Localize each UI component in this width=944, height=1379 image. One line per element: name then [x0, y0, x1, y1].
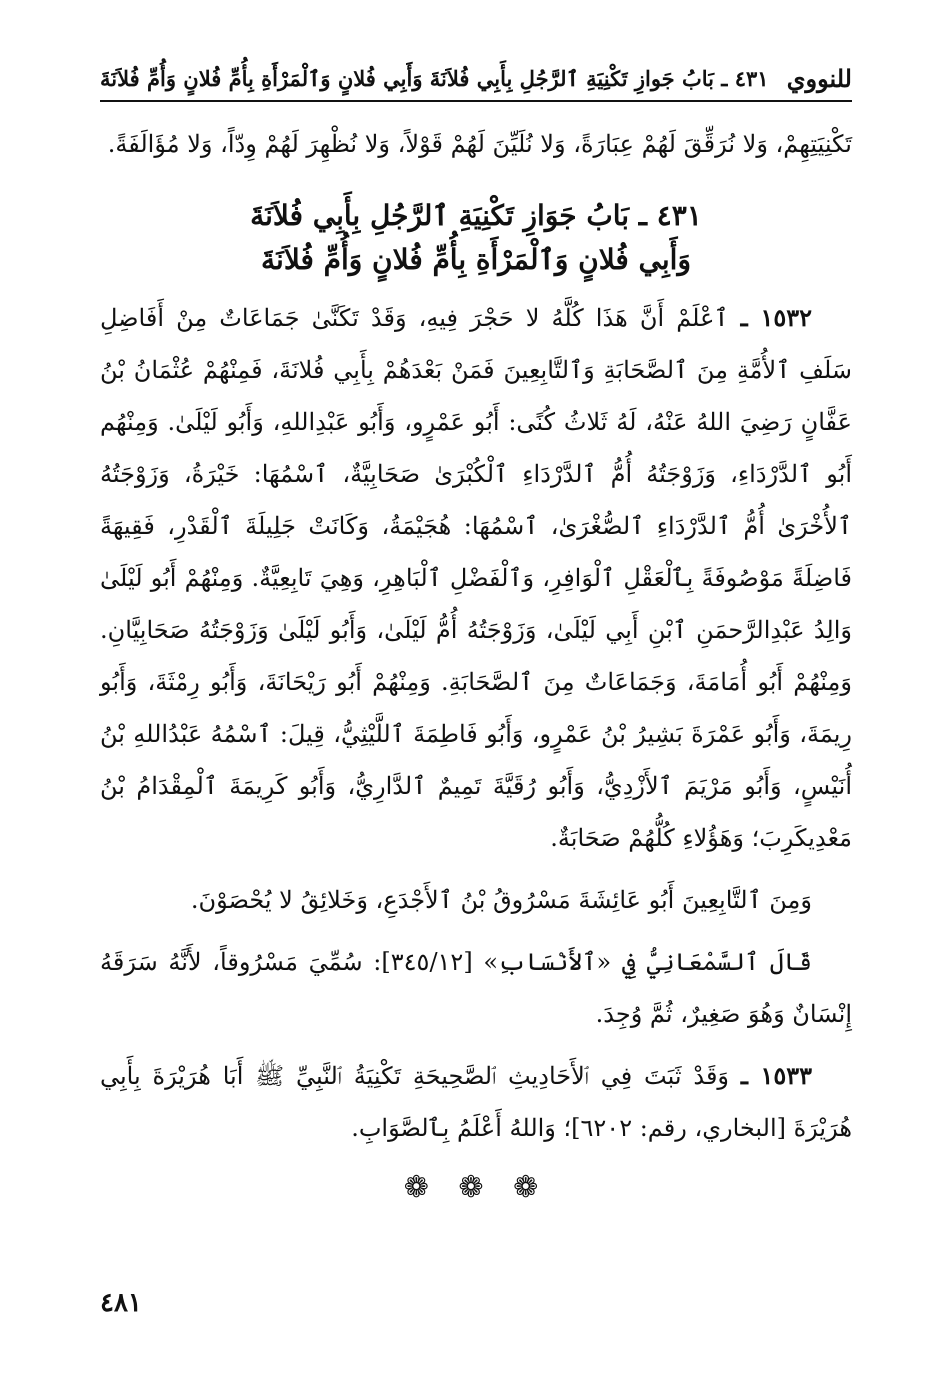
chapter-heading: [100, 194, 852, 282]
page-number: ٤٨١: [100, 1288, 142, 1318]
paragraph-1532: [100, 292, 852, 864]
ornament-flowers-icon: ❁ ❁ ❁: [403, 1170, 549, 1205]
paragraph-text-1533: وَقَدْ ثَبَتَ فِي ٱلأَحَادِيثِ ٱلصَّحِيحَةِ تَكْنِيَةُ ٱلنَّبِيِّ ﷺ أَبَا هُرَيْرَةَ بِأَبِي هُرَيْرَةَ [البخاري، رقم: ٦٢٠٢]؛ وَاللهُ أَعْلَمُ بِٱلصَّوَابِ.: [100, 1062, 852, 1142]
header-author: للنووي: [786, 63, 852, 93]
book-page: [100, 40, 852, 1340]
paragraph-number-1532: ١٥٣٢ ـ: [740, 303, 812, 332]
header-chapter-title: ٤٣١ ـ بَابُ جَوازِ تَكْنِيَةِ ٱلرَّجُلِ بِأَبِي فُلاَنَةَ وَأَبِي فُلانٍ وَٱلْمَرْأَةِ بِأُمِّ فُلانٍ وَأُمِّ فُلاَنَةَ: [100, 65, 769, 91]
paragraph-tabiun: وَمِنَ ٱلتَّابِعِينَ أَبُو عَائِشَةَ مَسْرُوقُ بْنُ ٱلأَجْدَعِ، وَخَلائِقُ لا يُحْصَوْنَ.: [190, 886, 812, 914]
page-body: [100, 118, 852, 1208]
paragraph-number-1533: ١٥٣٣ ـ: [740, 1061, 812, 1090]
paragraph-samani: قَالَ ٱلسَّمْعَانِيُّ فِي «ٱلأَنْسَابِ» [٣٤٥/١٢]: سُمِّيَ مَسْرُوقاً، لأَنَّهُ سَرَقَهُ إِنْسَانٌ وَهُوَ صَغِيرٌ، ثُمَّ وُجِدَ.: [100, 948, 852, 1028]
paragraph-1533: [100, 1050, 852, 1154]
continuation-paragraph: تَكْنِيَتِهِمْ، وَلا نُرَقِّقَ لَهُمْ عِبَارَةً، وَلا نُلَيِّنَ لَهُمْ قَوْلاً، وَلا نُظْهِرَ لَهُمْ وِدّاً، وَلا مُؤَالَفَةً.: [107, 130, 852, 158]
chapter-heading-line-2: وَأَبِي فُلانٍ وَٱلْمَرْأَةِ بِأُمِّ فُلانٍ وَأُمِّ فُلاَنَةَ: [261, 243, 691, 276]
chapter-heading-line-1: ٤٣١ ـ بَابُ جَوَازِ تَكْنِيَةِ ٱلرَّجُلِ بِأَبِي فُلاَنَةَ: [250, 199, 702, 232]
paragraph-text-1532: ٱعْلَمْ أَنَّ هَذَا كُلَّهُ لا حَجْرَ فِيهِ، وَقَدْ تَكَنَّىٰ جَمَاعَاتٌ مِنْ أَفَاضِلِ سَلَفِ ٱلأُمَّةِ مِنَ ٱلصَّحَابَةِ وَٱلتَّابِعِينَ فَمَنْ بَعْدَهُمْ بِأَبِي فُلانَةَ، فَمِنْهُمْ عُثْمَانُ بْنُ عَفَّانٍ رَضِيَ اللهُ عَنْهُ، لَهُ ثَلاثُ كُنًى: أَبُو عَمْرٍو، وَأَبُو عَبْدِاللهِ، وَأَبُو لَيْلَىٰ. وَمِنْهُم أَبُو ٱلدَّرْدَاءِ، وَزَوْجَتُهُ أُمُّ ٱلدَّرْدَاءِ ٱلْكُبْرَىٰ صَحَابِيَّةٌ، ٱسْمُهَا: خَيْرَةُ، وَزَوْجَتُهُ ٱلأُخْرَىٰ أُمُّ ٱلدَّرْدَاءِ ٱلصُّغْرَىٰ، ٱسْمُهَا: هُجَيْمَةُ، وَكَانَتْ جَلِيلَةَ ٱلْقَدْرِ، فَقِيهَةً فَاضِلَةً مَوْصُوفَةً بِٱلْعَقْلِ ٱلْوَافِرِ، وَٱلْفَضْلِ ٱلْبَاهِرِ، وَهِيَ تَابِعِيَّةٌ. وَمِنْهُمْ أَبُو لَيْلَىٰ وَالِدُ عَبْدِالرَّحمَنِ ٱبْنِ أَبِي لَيْلَىٰ، وَزَوْجَتُهُ أُمُّ لَيْلَىٰ، وَأَبُو لَيْلَىٰ وَزَوْجَتُهُ صَحَابِيَّانِ. وَمِنْهُمْ أَبُو أُمَامَةَ، وَجَمَاعَاتٌ مِنَ ٱلصَّحَابَةِ. وَمِنْهُمْ أَبُو رَيْحَانَةَ، وَأَبُو رِمْثَةَ، وَأَبُو رِيمَةَ، وَأَبُو عَمْرَةَ بَشِيرُ بْنُ عَمْرٍو، وَأَبُو فَاطِمَةَ ٱللَّيْثِيُّ، قِيلَ: ٱسْمُهُ عَبْدُاللهِ بْنُ أُنَيْسٍ، وَأَبُو مَرْيَمَ ٱلأَزْدِيُّ، وَأَبُو رُقَيَّةَ تَمِيمٌ ٱلدَّارِيُّ، وَأَبُو كَرِيمَةَ ٱلْمِقْدَامُ بْنُ مَعْدِيكَرِبَ؛ وَهَؤُلاءِ كُلُّهُمْ صَحَابَةٌ.: [100, 304, 852, 852]
running-header: [100, 56, 852, 102]
